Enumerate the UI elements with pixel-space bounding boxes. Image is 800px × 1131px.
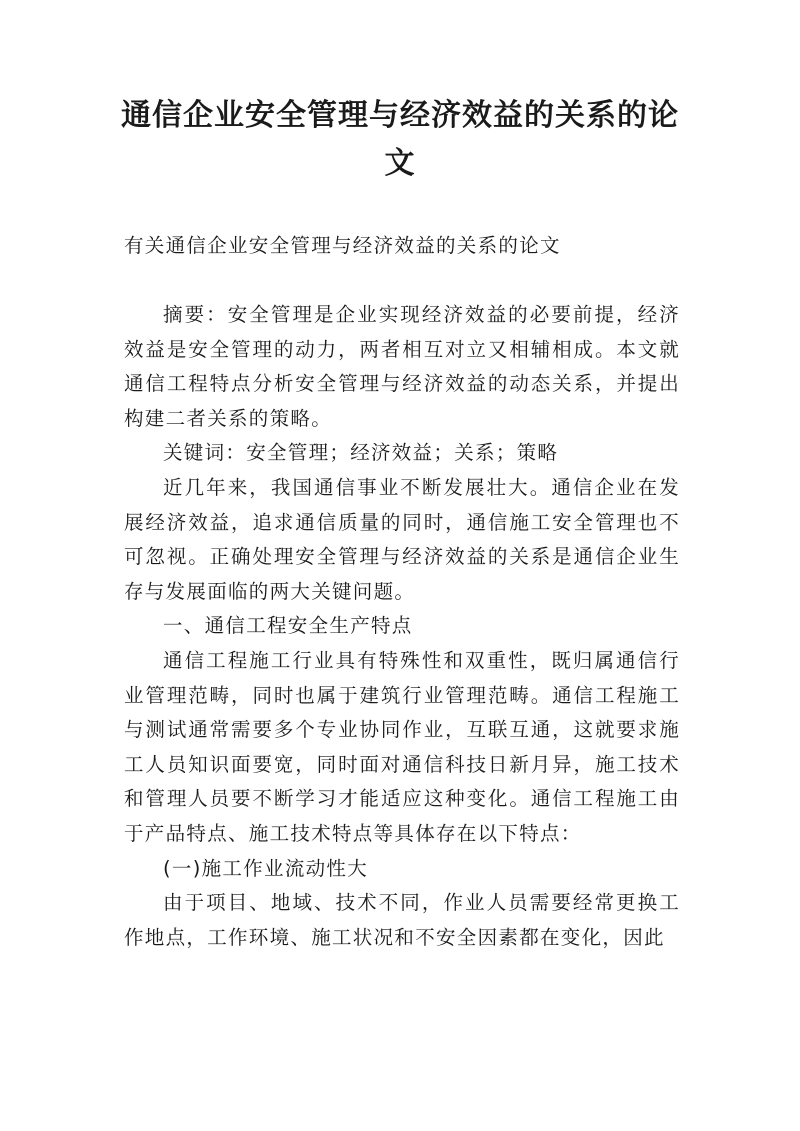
body-paragraph: 由于项目、地域、技术不同，作业人员需要经常更换工作地点，工作环境、施工状况和不安全因素都在变化，因此 — [124, 891, 680, 949]
document-subtitle: 有关通信企业安全管理与经济效益的关系的论文 — [124, 234, 561, 257]
section-heading: 一、通信工程安全生产特点 — [163, 614, 413, 638]
document-title: 通信企业安全管理与经济效益的关系的论文 — [121, 98, 679, 181]
document-body — [124, 298, 680, 955]
abstract-paragraph: 摘要：安全管理是企业实现经济效益的必要前提，经济效益是安全管理的动力，两者相互对立又相辅相成。本文就通信工程特点分析安全管理与经济效益的动态关系，并提出构建二者关系的策略。 — [124, 303, 680, 430]
subsection-heading: (一)施工作业流动性大 — [163, 856, 369, 880]
keywords-paragraph: 关键词：安全管理；经济效益；关系；策略 — [163, 441, 559, 465]
body-paragraph: 通信工程施工行业具有特殊性和双重性，既归属通信行业管理范畴，同时也属于建筑行业管理范畴。通信工程施工与测试通常需要多个专业协同作业，互联互通，这就要求施工人员知识面要宽，同时面对通信科技日新月异，施工技术和管理人员要不断学习才能适应这种变化。通信工程施工由于产品特点、施工技术特点等具体存在以下特点： — [124, 648, 680, 845]
intro-paragraph: 近几年来，我国通信事业不断发展壮大。通信企业在发展经济效益，追求通信质量的同时，通信施工安全管理也不可忽视。正确处理安全管理与经济效益的关系是通信企业生存与发展面临的两大关键问题。 — [124, 475, 680, 603]
